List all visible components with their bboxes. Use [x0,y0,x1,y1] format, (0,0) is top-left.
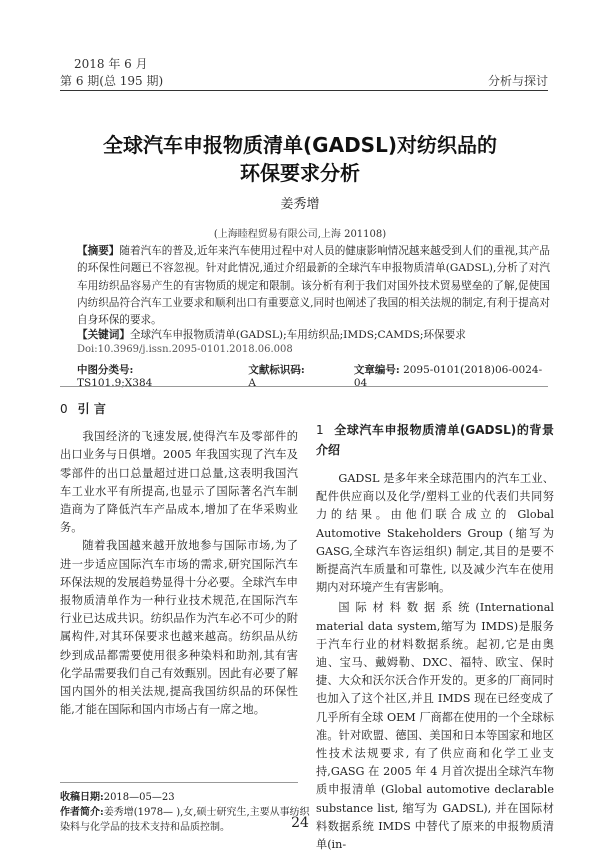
header-divider [60,90,548,91]
author-bio-label: 作者简介: [60,807,104,818]
title-line-1: 全球汽车申报物质清单(GADSL)对纺织品的 [103,133,497,157]
article-no-field [354,362,550,389]
article-title [40,131,560,187]
author-name: 姜秀增 [280,197,320,212]
clc-value: TS101.9;X384 [77,377,153,389]
page-number: 24 [291,815,309,831]
intro-paragraph-1: 我国经济的飞速发展,使得汽车及零部件的出口业务与日俱增。2005 年我国实现了汽车及零部件的出口总量超过进口总量,这表明我国汽车工业水平有所提高,也显示了国际著名汽车制造商为了降低汽车产品成本,增加了在华采购业务。 [60,430,298,535]
left-column [60,400,298,719]
received-value: 2018—05—23 [103,792,175,803]
footnote-divider [60,782,298,783]
article-no-label: 文章编号: [353,364,400,376]
background-heading-number: 1 [316,423,324,437]
intro-heading-text: 引 言 [77,402,106,416]
keywords [77,327,550,344]
abstract-text: 随着汽车的普及,近年来汽车使用过程中对人员的健康影响情况越来越受到人们的重视,其产品的环保性问题已不容忽视。针对此情况,通过介绍最新的全球汽车申报物质清单(GADSL),分析了对汽车用纺织品容易产生的有害物质的规定和限制。该分析有利于我们对国外技术贸易壁垒的了解,促使国内纺织品符合汽车工业要求和顺利出口有重要意义,同时也阐述了我国的相关法规的制定,有利于提高对自身环保的要求。 [77,245,551,327]
intro-paragraph-2: 随着我国越来越开放地参与国际市场,为了进一步适应国际汽车市场的需求,研究国际汽车环保法规的发展趋势显得十分必要。全球汽车申报物质清单作为一种行业技术规范,在国际汽车行业已达成共识。纺织品作为汽车必不可少的附属构件,对其环保要求也越来越高。纺织品从纺纱到成品都需要使用很多种染料和助剂,其有害化学品需要我们自己有效甄别。因此有必要了解国内国外的相关法规,提高我国纺织品的环保性能,才能在国际和国内市场占有一席之地。 [60,539,298,717]
doc-code-field [248,362,313,389]
article-no-value: 2095-0101(2018)06-0024-04 [353,364,543,389]
received-date [60,790,310,805]
doc-code-label: 文献标识码: [248,364,305,376]
clc-field [77,362,208,389]
background-paragraph-1: GADSL 是多年来全球范围内的汽车工业、配件供应商以及化学/塑料工业的代表们共同努力的结果。由他们联合成立的 Global Automotive Stakeholders Group (缩写为 GASG,全球汽车咨运组织) 制定,其目的是要不断提高汽车质量和可靠性, 以及减少汽车在使用期内对环境产生有害影响。 [316,472,554,595]
background-paragraph-2: 国际材料数据系统(International material data system,缩写为 IMDS)是服务于汽车行业的材料数据系统。起初,它是由奥迪、宝马、戴姆勒、DXC、福特、欧宝、保时捷、大众和沃尔沃合作开发的。更多的厂商同时也加入了这个社区,并且 IMDS 现在已经变成了几乎所有全球 OEM 厂商都在使用的一个全球标准。针对欧盟、德国、美国和日本等国家和地区性技术法规要求, 有了供应商和化学工业支持,GASG 在 2005 年 4 月首次提出全球汽车物质申报清单 (Global automotive declarable substance list, 缩写为 GADSL), 并在国际材料数据系统 IMDS 中替代了原来的申报物质清单(in- [316,601,554,852]
background-heading-text: 全球汽车申报物质清单(GADSL)的背景介绍 [316,423,554,457]
right-column [316,420,554,854]
doc-code-value: A [248,377,256,389]
intro-heading-number: 0 [60,402,68,416]
abstract [77,243,550,329]
intro-heading [60,400,298,418]
journal-header-left [60,56,163,90]
keywords-text: 全球汽车申报物质清单(GADSL);车用纺织品;IMDS;CAMDS;环保要求 [129,329,466,341]
keywords-label: 【关键词】 [77,329,130,341]
abstract-label: 【摘要】 [77,245,120,257]
issue-number: 第 6 期(总 195 期) [60,74,164,88]
classification-row [77,362,550,389]
title-line-2: 环保要求分析 [240,161,360,185]
issue-date: 2018 年 6 月 [74,57,148,71]
journal-section: 分析与探讨 [487,74,548,88]
affiliation: (上海睦程贸易有限公司,上海 201108) [213,229,387,240]
author-bio-value: 姜秀增(1978— ),女,硕士研究生,主要从事纺织染料与化学品的技术支持和品质控制。 [60,807,310,833]
received-label: 收稿日期: [60,792,104,803]
doi: Doi:10.3969/j.issn.2095-0101.2018.06.008 [77,344,293,355]
background-heading [316,420,554,460]
metadata-divider [60,386,548,387]
clc-label: 中图分类号: [77,364,134,376]
